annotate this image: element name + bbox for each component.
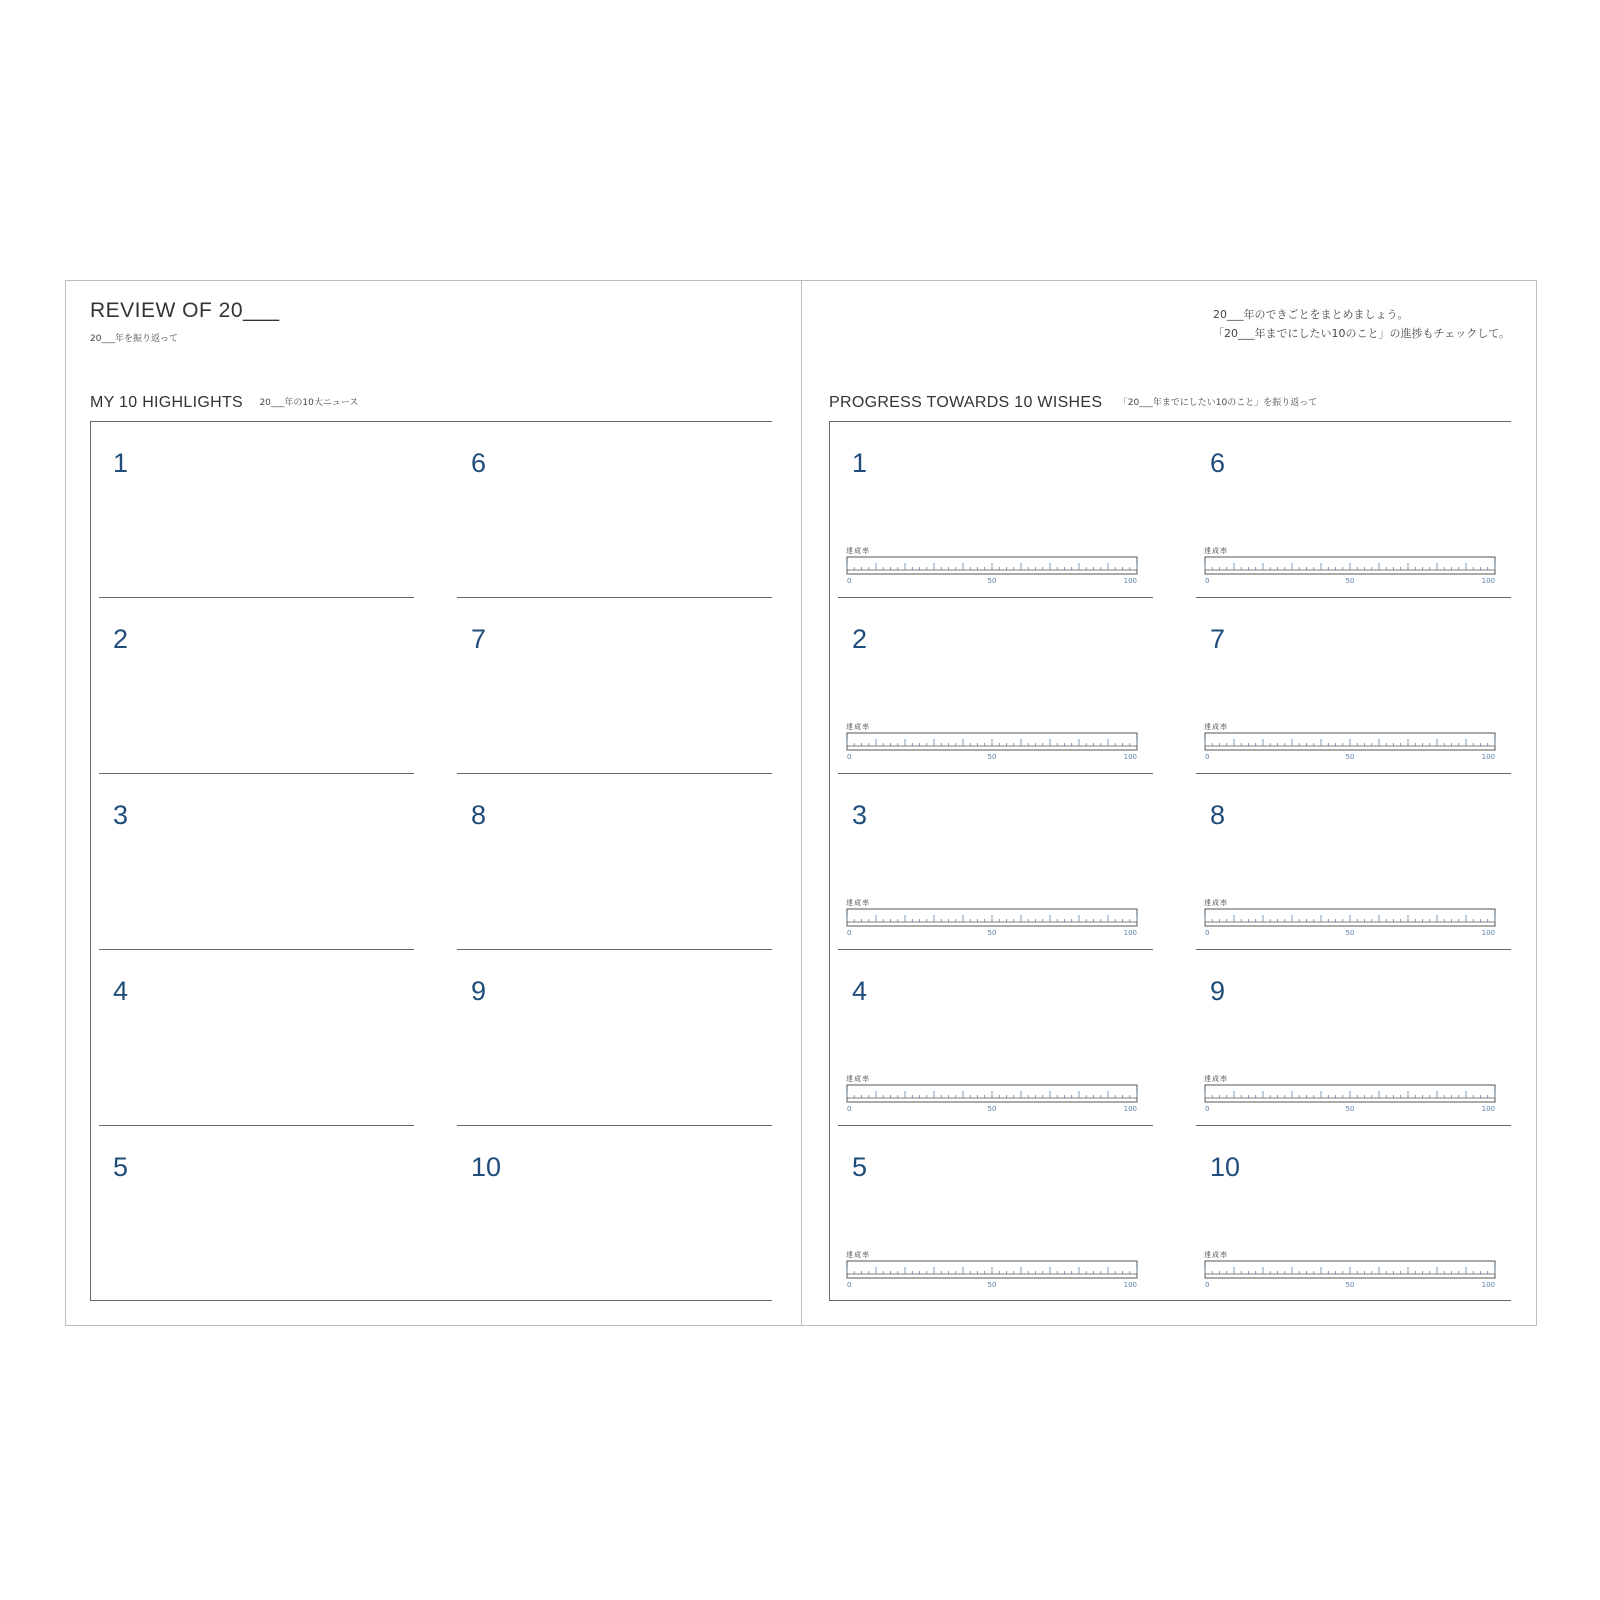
highlights-subtitle: 20___年の10大ニュース <box>259 398 359 408</box>
wish-cell[interactable] <box>838 1126 1153 1302</box>
meter-tick-label-min: 0 <box>1205 1281 1210 1289</box>
meter-label: 達成率 <box>1204 1075 1228 1083</box>
meter-tick-label-mid: 50 <box>1345 1105 1355 1113</box>
meter-scale <box>846 1260 1144 1290</box>
meter-scale <box>846 732 1144 762</box>
planner-spread <box>65 280 1537 1326</box>
meter-tick-label-mid: 50 <box>1345 753 1355 761</box>
highlight-number: 3 <box>113 800 129 830</box>
wishes-subtitle: 「20___年までにしたい10のこと」を振り返って <box>1118 398 1318 408</box>
meter-tick-label-max: 100 <box>1481 929 1495 937</box>
meter-tick-label-min: 0 <box>847 577 852 585</box>
meter-scale <box>1204 1260 1502 1290</box>
meter-label: 達成率 <box>846 547 870 555</box>
highlight-number: 7 <box>471 624 487 654</box>
progress-meter[interactable] <box>846 1074 1144 1114</box>
wish-cell[interactable] <box>1196 598 1511 774</box>
meter-tick-label-mid: 50 <box>987 1281 997 1289</box>
wish-cell[interactable] <box>1196 422 1511 598</box>
wish-number: 8 <box>1210 800 1226 830</box>
meter-label: 達成率 <box>1204 899 1228 907</box>
meter-tick-label-max: 100 <box>1123 577 1137 585</box>
meter-tick-label-max: 100 <box>1123 1281 1137 1289</box>
progress-meter[interactable] <box>846 546 1144 586</box>
highlight-cell[interactable] <box>457 950 772 1126</box>
meter-tick-label-min: 0 <box>1205 753 1210 761</box>
meter-scale <box>1204 1084 1502 1114</box>
meter-tick-label-mid: 50 <box>1345 577 1355 585</box>
meter-tick-label-min: 0 <box>847 929 852 937</box>
left-page <box>66 281 801 1325</box>
highlight-cell[interactable] <box>99 950 414 1126</box>
meter-label: 達成率 <box>1204 723 1228 731</box>
meter-label: 達成率 <box>1204 1251 1228 1259</box>
highlight-cell[interactable] <box>457 598 772 774</box>
wish-number: 9 <box>1210 976 1226 1006</box>
meter-tick-label-min: 0 <box>847 753 852 761</box>
highlight-number: 4 <box>113 976 129 1006</box>
intro-line-2: 「20___年までにしたい10のこと」の進捗もチェックして。 <box>1213 327 1510 340</box>
meter-tick-label-min: 0 <box>1205 1105 1210 1113</box>
wish-cell[interactable] <box>838 598 1153 774</box>
meter-tick-label-min: 0 <box>1205 577 1210 585</box>
meter-tick-label-mid: 50 <box>987 753 997 761</box>
meter-scale <box>1204 556 1502 586</box>
meter-label: 達成率 <box>1204 547 1228 555</box>
wish-cell[interactable] <box>1196 950 1511 1126</box>
wish-number: 2 <box>852 624 868 654</box>
wish-cell[interactable] <box>1196 774 1511 950</box>
meter-tick-label-mid: 50 <box>1345 1281 1355 1289</box>
progress-meter[interactable] <box>846 1250 1144 1290</box>
highlight-cell[interactable] <box>457 1126 772 1302</box>
highlights-header <box>90 394 358 412</box>
review-subtitle: 20___年を振り返って <box>90 334 178 344</box>
right-page <box>802 281 1536 1325</box>
highlight-cell[interactable] <box>99 422 414 598</box>
meter-scale <box>846 556 1144 586</box>
meter-label: 達成率 <box>846 1075 870 1083</box>
highlight-number: 5 <box>113 1152 129 1182</box>
wish-cell[interactable] <box>1196 1126 1511 1302</box>
wish-cell[interactable] <box>838 950 1153 1126</box>
intro-text <box>1213 305 1510 343</box>
wish-number: 4 <box>852 976 868 1006</box>
wishes-header <box>829 394 1317 412</box>
meter-tick-label-mid: 50 <box>987 1105 997 1113</box>
highlight-number: 10 <box>471 1152 502 1182</box>
meter-tick-label-min: 0 <box>847 1105 852 1113</box>
highlight-number: 2 <box>113 624 129 654</box>
intro-line-1: 20___年のできごとをまとめましょう。 <box>1213 308 1409 321</box>
meter-label: 達成率 <box>846 1251 870 1259</box>
highlight-number: 6 <box>471 448 487 478</box>
progress-meter[interactable] <box>1204 1074 1502 1114</box>
wish-number: 1 <box>852 448 868 478</box>
meter-scale <box>846 908 1144 938</box>
highlight-cell[interactable] <box>457 422 772 598</box>
meter-scale <box>1204 732 1502 762</box>
meter-tick-label-max: 100 <box>1123 1105 1137 1113</box>
highlight-number: 8 <box>471 800 487 830</box>
highlight-number: 1 <box>113 448 129 478</box>
progress-meter[interactable] <box>1204 898 1502 938</box>
meter-tick-label-max: 100 <box>1123 753 1137 761</box>
progress-meter[interactable] <box>1204 546 1502 586</box>
highlights-grid <box>90 421 772 1301</box>
progress-meter[interactable] <box>1204 1250 1502 1290</box>
meter-tick-label-min: 0 <box>1205 929 1210 937</box>
progress-meter[interactable] <box>846 722 1144 762</box>
highlight-number: 9 <box>471 976 487 1006</box>
wish-cell[interactable] <box>838 422 1153 598</box>
highlight-cell[interactable] <box>99 1126 414 1302</box>
review-title: REVIEW OF 20___ <box>90 299 280 322</box>
meter-tick-label-max: 100 <box>1123 929 1137 937</box>
meter-label: 達成率 <box>846 899 870 907</box>
meter-tick-label-mid: 50 <box>987 577 997 585</box>
meter-scale <box>846 1084 1144 1114</box>
wish-number: 5 <box>852 1152 868 1182</box>
highlight-cell[interactable] <box>99 774 414 950</box>
wish-number: 7 <box>1210 624 1226 654</box>
meter-scale <box>1204 908 1502 938</box>
wishes-grid <box>829 421 1511 1301</box>
wish-number: 3 <box>852 800 868 830</box>
meter-tick-label-max: 100 <box>1481 1105 1495 1113</box>
highlights-title: MY 10 HIGHLIGHTS <box>90 394 243 411</box>
highlight-cell[interactable] <box>99 598 414 774</box>
meter-tick-label-mid: 50 <box>987 929 997 937</box>
meter-label: 達成率 <box>846 723 870 731</box>
meter-tick-label-max: 100 <box>1481 1281 1495 1289</box>
progress-meter[interactable] <box>1204 722 1502 762</box>
meter-tick-label-max: 100 <box>1481 753 1495 761</box>
highlight-cell[interactable] <box>457 774 772 950</box>
wishes-title: PROGRESS TOWARDS 10 WISHES <box>829 394 1103 411</box>
meter-tick-label-max: 100 <box>1481 577 1495 585</box>
wish-number: 10 <box>1210 1152 1241 1182</box>
progress-meter[interactable] <box>846 898 1144 938</box>
wish-cell[interactable] <box>838 774 1153 950</box>
meter-tick-label-min: 0 <box>847 1281 852 1289</box>
meter-tick-label-mid: 50 <box>1345 929 1355 937</box>
wish-number: 6 <box>1210 448 1226 478</box>
